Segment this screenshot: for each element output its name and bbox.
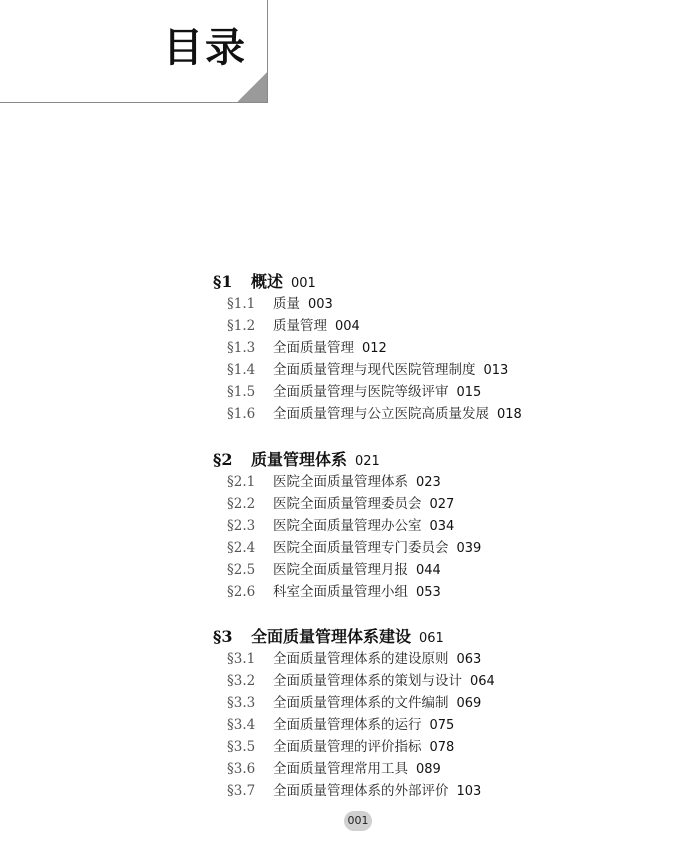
chapter-number: §3 [213,627,233,646]
section-number: §2.2 [227,496,256,512]
section-number: §2.1 [227,474,256,490]
section-number: §1.5 [227,384,256,400]
toc-entry[interactable] [227,295,333,314]
section-number: §2.4 [227,540,256,556]
chapter-heading[interactable] [213,627,444,649]
section-title: 全面质量管理与医院等级评审 [273,384,449,400]
section-title: 质量管理 [273,318,327,334]
section-number: §3.3 [227,695,256,711]
toc-entry[interactable] [227,716,454,735]
toc-entry[interactable] [227,517,454,536]
section-number: §3.2 [227,673,256,689]
section-number: §3.4 [227,717,256,733]
section-page: 013 [483,363,509,378]
toc-entry[interactable] [227,583,441,602]
section-number: §1.4 [227,362,256,378]
section-page: 063 [456,652,482,667]
section-title: 全面质量管理 [273,340,354,356]
chapter-number: §2 [213,450,233,469]
toc-entry[interactable] [227,561,441,580]
toc-entry[interactable] [227,361,508,380]
section-page: 075 [429,718,455,733]
toc-entry[interactable] [227,760,441,779]
section-page: 069 [456,696,482,711]
section-number: §3.1 [227,651,256,667]
section-page: 078 [429,740,455,755]
section-page: 044 [416,563,441,578]
section-title: 全面质量管理体系的文件编制 [273,695,449,711]
section-title: 医院全面质量管理月报 [273,562,408,578]
chapter-page: 061 [419,631,444,646]
section-title: 全面质量管理与现代医院管理制度 [273,362,476,378]
toc-entry[interactable] [227,383,481,402]
toc-entry[interactable] [227,339,387,358]
section-title: 全面质量管理常用工具 [273,761,408,777]
chapter-heading[interactable] [213,450,380,472]
section-title: 医院全面质量管理专门委员会 [273,540,449,556]
section-page: 018 [497,407,522,422]
section-page: 103 [456,784,482,799]
chapter-page: 021 [355,454,380,469]
section-title: 全面质量管理体系的外部评价 [273,783,449,799]
section-title: 全面质量管理体系的策划与设计 [273,673,462,689]
section-number: §1.6 [227,406,256,422]
section-title: 全面质量管理体系的建设原则 [273,651,449,667]
section-title: 医院全面质量管理体系 [273,474,408,490]
chapter-page: 001 [291,276,316,291]
section-number: §3.6 [227,761,256,777]
chapter-heading[interactable] [213,272,316,294]
section-page: 089 [416,762,441,777]
section-page: 039 [456,541,482,556]
section-number: §1.2 [227,318,256,334]
toc-entry[interactable] [227,672,495,691]
toc-entry[interactable] [227,405,522,424]
section-page: 003 [308,297,333,312]
section-number: §2.6 [227,584,256,600]
chapter-number: §1 [213,272,233,291]
chapter-title: 质量管理体系 [251,450,348,469]
chapter-title: 概述 [251,272,284,291]
section-page: 034 [429,519,455,534]
section-page: 027 [429,497,455,512]
page-title: 目录 [163,25,247,71]
toc-entry[interactable] [227,738,454,757]
section-title: 医院全面质量管理委员会 [273,496,422,512]
section-page: 053 [416,585,441,600]
section-title: 全面质量管理与公立医院高质量发展 [273,406,489,422]
section-number: §3.7 [227,783,256,799]
section-number: §3.5 [227,739,256,755]
section-page: 004 [335,319,360,334]
section-number: §1.3 [227,340,256,356]
toc-entry[interactable] [227,650,481,669]
section-number: §1.1 [227,296,256,312]
section-number: §2.3 [227,518,256,534]
page-number-badge: 001 [344,811,372,831]
section-title: 全面质量管理的评价指标 [273,739,422,755]
section-page: 012 [362,341,387,356]
chapter-title: 全面质量管理体系建设 [251,627,412,646]
section-title: 全面质量管理体系的运行 [273,717,422,733]
section-number: §2.5 [227,562,256,578]
section-title: 质量 [273,296,300,312]
toc-entry[interactable] [227,317,360,336]
section-page: 015 [456,385,482,400]
toc-entry[interactable] [227,473,441,492]
section-title: 科室全面质量管理小组 [273,584,408,600]
toc-entry[interactable] [227,782,481,801]
toc-entry[interactable] [227,539,481,558]
section-page: 023 [416,475,441,490]
section-page: 064 [470,674,495,689]
section-title: 医院全面质量管理办公室 [273,518,422,534]
toc-entry[interactable] [227,694,481,713]
toc-entry[interactable] [227,495,454,514]
